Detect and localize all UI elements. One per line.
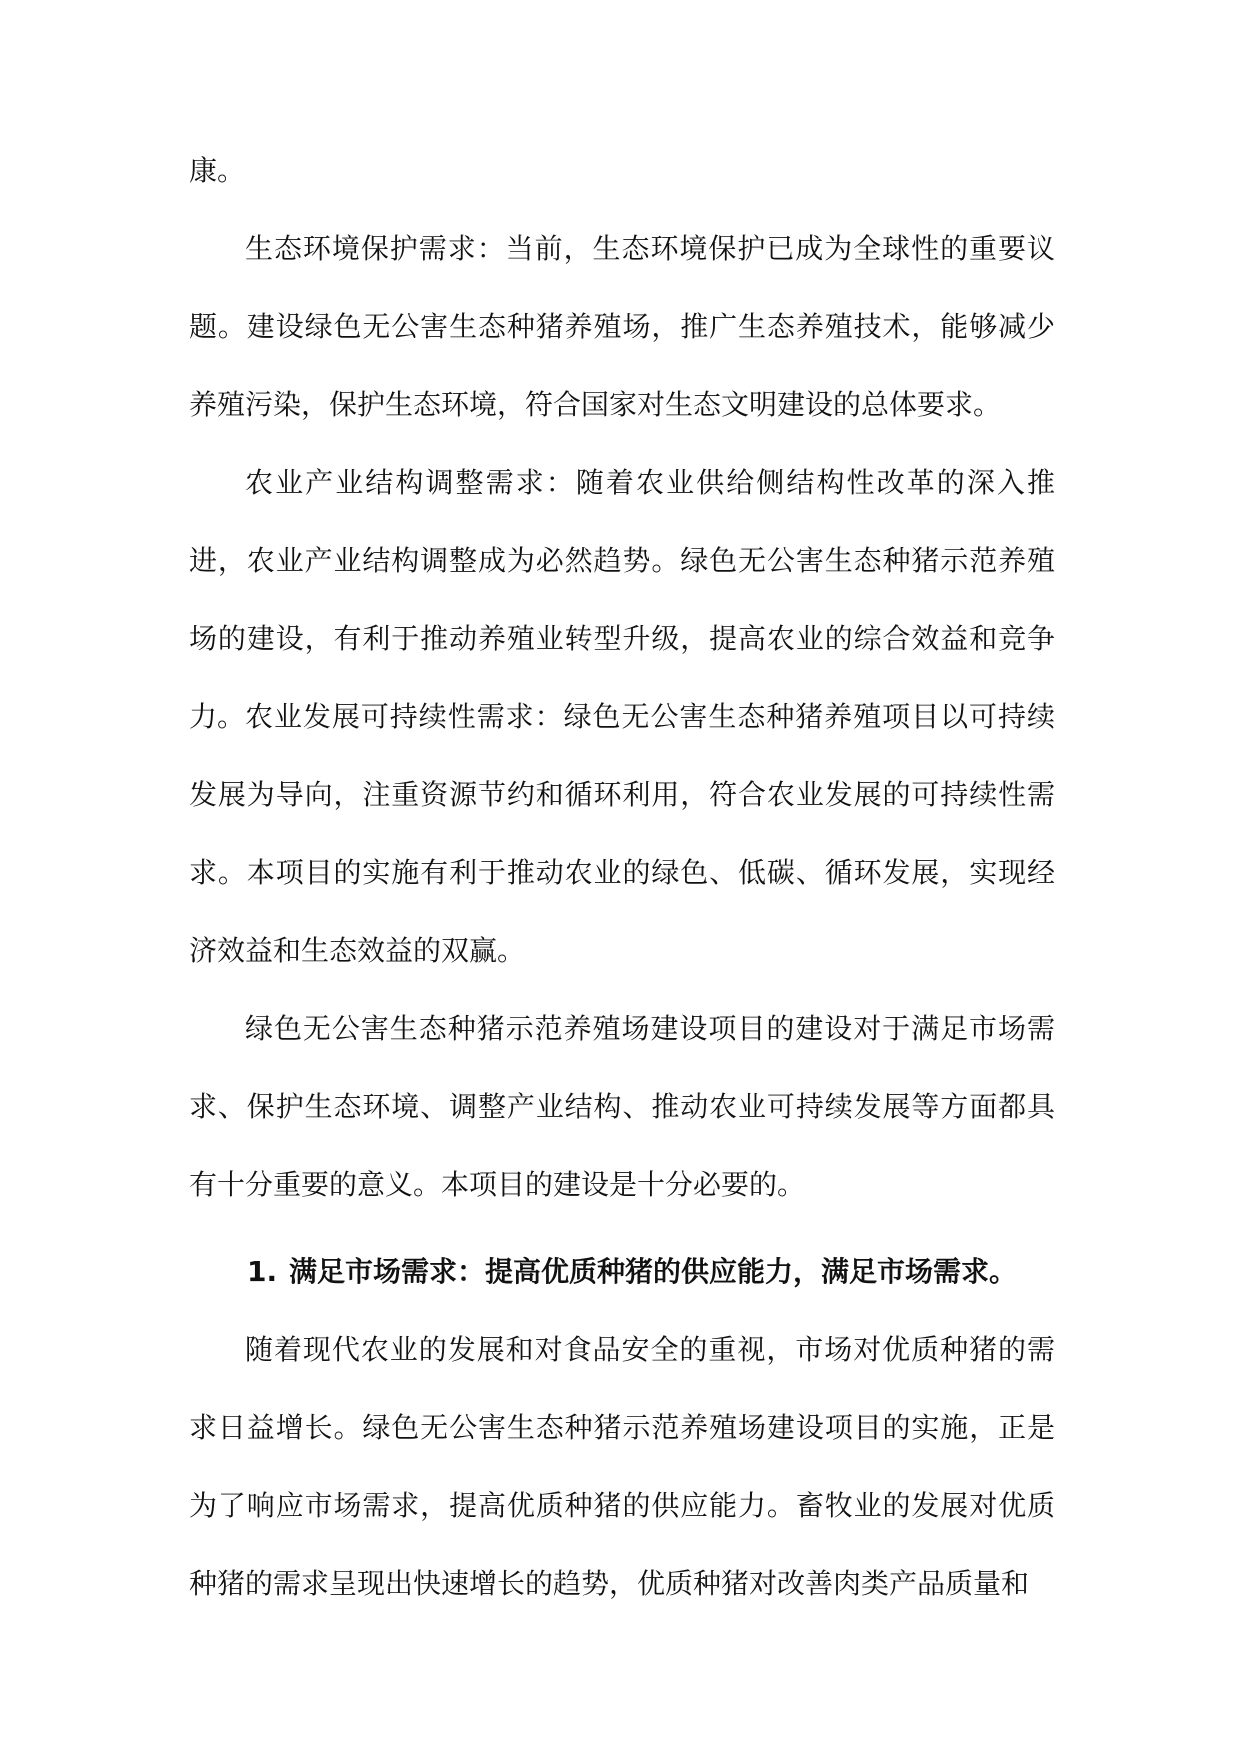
paragraph-summary (189, 990, 1055, 1224)
paragraph-text: 康。 (189, 154, 246, 187)
section-heading (247, 1233, 1067, 1311)
paragraph-text: 随着现代农业的发展和对食品安全的重视，市场对优质种猪的需求日益增长。绿色无公害生态种猪示范养殖场建设项目的实施，正是为了响应市场需求，提高优质种猪的供应能力。畜牧业的发展对优质种猪的需求呈现出快速增长的趋势，优质种猪对改善肉类产品质量和 (189, 1333, 1055, 1600)
paragraph-text: 农业产业结构调整需求：随着农业供给侧结构性改革的深入推进，农业产业结构调整成为必然趋势。绿色无公害生态种猪示范养殖场的建设，有利于推动养殖业转型升级，提高农业的综合效益和竞争力。 (189, 466, 1055, 733)
paragraph-ecological-protection (189, 210, 1055, 444)
paragraph-continuation (189, 132, 1055, 210)
paragraph-text: 农业发展可持续性需求：绿色无公害生态种猪养殖项目以可持续发展为导向，注重资源节约和循环利用，符合农业发展的可持续性需求。本项目的实施有利于推动农业的绿色、低碳、循环发展，实现经济效益和生态效益的双赢。 (189, 700, 1055, 967)
paragraph-market-demand (189, 1311, 1055, 1623)
section-title: 满足市场需求：提高优质种猪的供应能力，满足市场需求。 (289, 1255, 1018, 1288)
paragraph-sustainability (189, 678, 1055, 990)
paragraph-text: 绿色无公害生态种猪示范养殖场建设项目的建设对于满足市场需求、保护生态环境、调整产业结构、推动农业可持续发展等方面都具有十分重要的意义。本项目的建设是十分必要的。 (189, 1012, 1055, 1201)
section-number: 1. (247, 1255, 278, 1288)
paragraph-text: 生态环境保护需求：当前，生态环境保护已成为全球性的重要议题。建设绿色无公害生态种猪养殖场，推广生态养殖技术，能够减少养殖污染，保护生态环境，符合国家对生态文明建设的总体要求。 (189, 232, 1055, 421)
